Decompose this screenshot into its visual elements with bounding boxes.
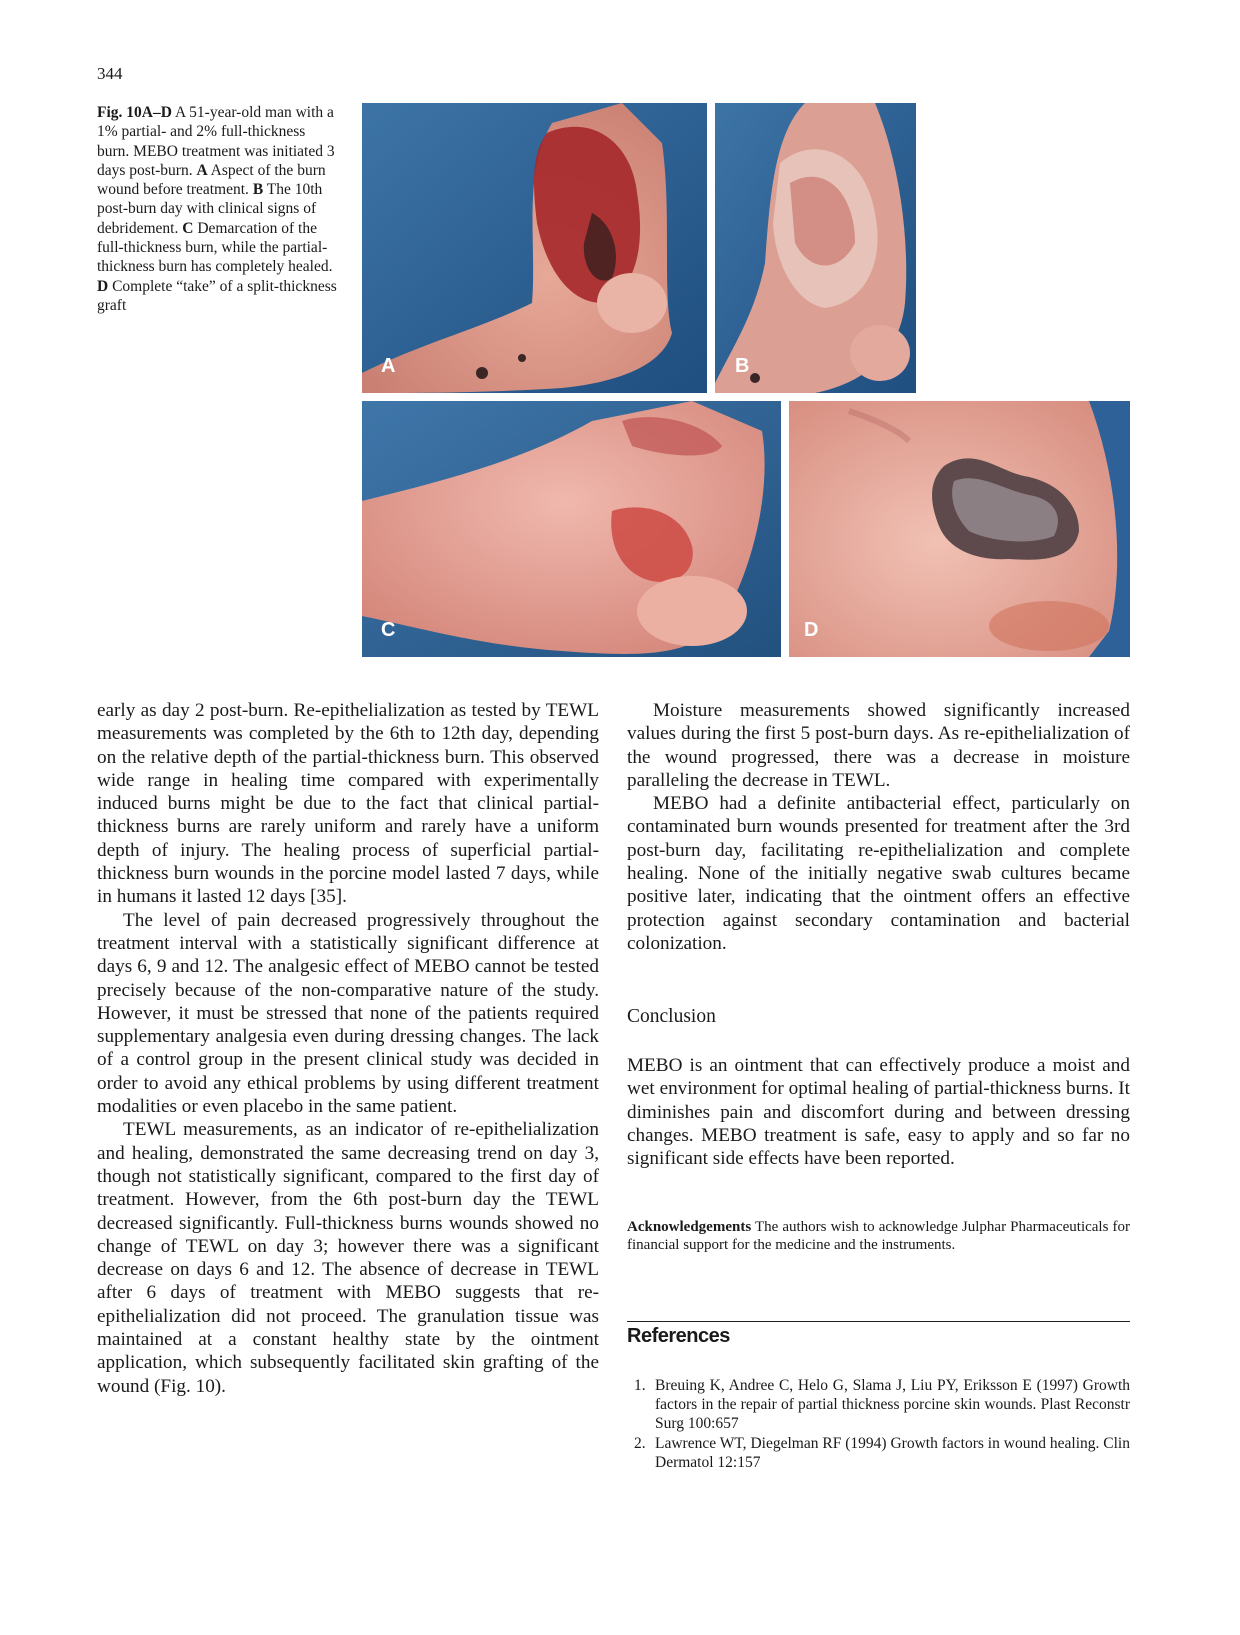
caption-panel-c-text: Demarcation of the full-thickness burn, while the partial-thickness burn has completely healed. — [97, 219, 333, 276]
panel-letter-d: D — [804, 619, 819, 641]
conclusion-heading: Conclusion — [627, 1006, 716, 1027]
reference-item — [627, 1377, 1130, 1433]
figure-caption — [97, 103, 341, 315]
references-divider — [627, 1321, 1130, 1322]
panel-letter-c: C — [381, 619, 396, 641]
reference-text: Breuing K, Andree C, Helo G, Slama J, Liu PY, Eriksson E (1997) Growth factors in the repair of partial thickness porcine skin wounds. Plast Reconstr Surg 100:657 — [655, 1377, 1130, 1432]
paragraph: early as day 2 post-burn. Re-epithelialization as tested by TEWL measurements was completed by the 6th to 12th day, depending on the relative depth of the partial-thickness burn. This observed wide range in healing time compared with experimentally induced burns might be due to the fact that clinical partial-thickness burns are rarely uniform and rarely have a uniform depth of injury. The healing process of superficial partial-thickness burn wounds in the porcine model lasted 7 days, while in humans it lasted 12 days [35]. — [97, 700, 599, 908]
reference-number: 2. — [634, 1435, 646, 1453]
acknowledgements-text: The authors wish to acknowledge Julphar Pharmaceuticals for financial support for the medicine and the instruments. — [627, 1219, 1130, 1254]
panel-letter-a: A — [381, 355, 396, 377]
paragraph: MEBO had a definite antibacterial effect, particularly on contaminated burn wounds presented for treatment after the 3rd post-burn day, facilitating re-epithelialization and complete healing. None of the initially negative swab cultures became positive later, indicating that the ointment offers an effective protection against secondary contamination and bacterial colonization. — [627, 793, 1130, 954]
references-list — [627, 1377, 1130, 1475]
caption-panel-d-label: D — [97, 277, 109, 295]
panel-letter-b: B — [735, 355, 750, 377]
caption-panel-a-label: A — [196, 161, 208, 179]
photo-panel-b — [715, 103, 916, 393]
caption-panel-b-text: The 10th post-burn day with clinical signs of debridement. — [97, 181, 323, 237]
conclusion-text — [627, 1054, 1130, 1170]
page-number: 344 — [97, 64, 123, 83]
photo-panel-d — [789, 401, 1130, 657]
paragraph: Moisture measurements showed significantly increased values during the first 5 post-burn days. As re-epithelialization of the wound progressed, there was a decrease in moisture paralleling the decrease in TEWL. — [627, 700, 1130, 791]
paragraph: MEBO is an ointment that can effectively produce a moist and wet environment for optimal healing of partial-thickness burns. It diminishes pain and discomfort during and between dressing changes. MEBO treatment is safe, easy to apply and so far no significant side effects have been reported. — [627, 1055, 1130, 1170]
paragraph: The level of pain decreased progressively throughout the treatment interval with a statistically significant difference at days 6, 9 and 12. The analgesic effect of MEBO cannot be tested precisely because of the non-comparative nature of the study. However, it must be stressed that none of the patients required supplementary analgesia even during dressing changes. The lack of a control group in the present clinical study was decided in order to avoid any ethical problems by using different treatment modalities or even placebo in the same patient. — [97, 909, 599, 1118]
photo-panel-c — [362, 401, 781, 657]
photo-panel-a — [362, 103, 707, 393]
left-column-text — [97, 699, 599, 1398]
caption-intro: A 51-year-old man with a 1% partial- and 2% full-thickness burn. MEBO treatment was initiated 3 days post-burn. — [97, 104, 335, 179]
caption-panel-d-text: Complete “take” of a split-thickness graft — [97, 277, 337, 314]
caption-panel-c-label: C — [182, 219, 194, 237]
caption-panel-a-text: Aspect of the burn wound before treatment. — [97, 161, 326, 199]
acknowledgements-label: Acknowledgements — [627, 1219, 752, 1235]
caption-panel-b-label: B — [252, 181, 264, 199]
references-heading: References — [627, 1325, 730, 1347]
reference-text: Lawrence WT, Diegelman RF (1994) Growth factors in wound healing. Clin Dermatol 12:157 — [655, 1435, 1130, 1472]
reference-item — [627, 1435, 1130, 1473]
figure-label: Fig. 10A–D — [97, 104, 172, 121]
right-column-text — [627, 699, 1130, 955]
paragraph: TEWL measurements, as an indicator of re-epithelialization and healing, demonstrated the same decreasing trend on day 3, though not statistically significant, compared to the first day of treatment. However, from the 6th post-burn day the TEWL decreased significantly. Full-thickness burns wounds showed no change of TEWL on day 3; however there was a significant decrease on days 6 and 12. The absence of decrease in TEWL after 6 days of treatment with MEBO suggests that re-epithelialization did not proceed. The granulation tissue was maintained at a constant healthy state by the ointment application, which subsequently facilitated skin grafting of the wound (Fig. 10). — [97, 1119, 599, 1397]
reference-number: 1. — [634, 1377, 646, 1394]
acknowledgements — [627, 1218, 1130, 1255]
